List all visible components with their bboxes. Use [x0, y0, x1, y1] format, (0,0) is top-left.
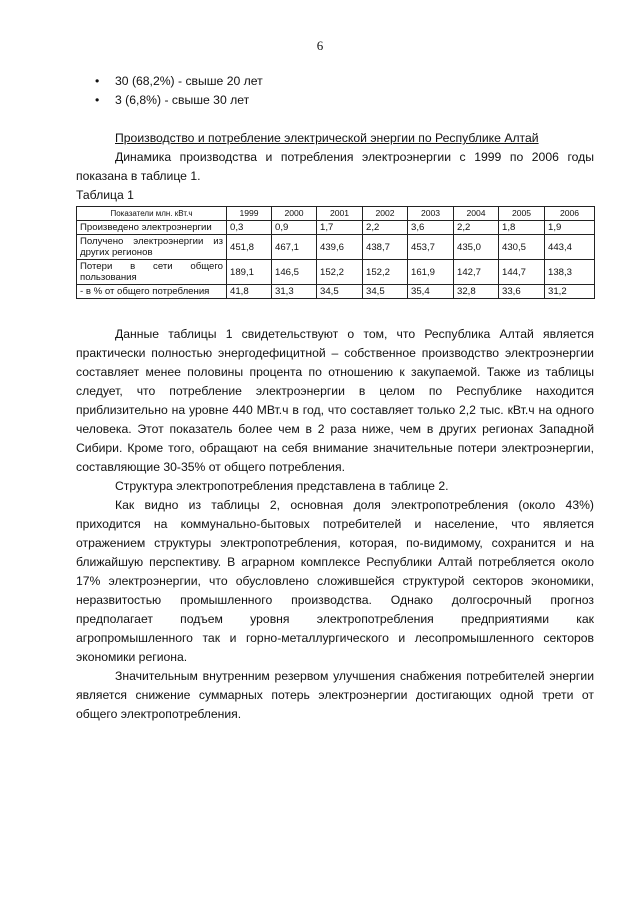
table-cell: 451,8	[227, 235, 272, 260]
table-row	[77, 285, 595, 299]
table-cell: 41,8	[227, 285, 272, 299]
year-header: 2003	[408, 207, 454, 221]
table-cell: 144,7	[499, 260, 545, 285]
table-row	[77, 235, 595, 260]
table-cell: 161,9	[408, 260, 454, 285]
table-cell: 0,3	[227, 221, 272, 235]
table-cell: 1,8	[499, 221, 545, 235]
table-cell: 33,6	[499, 285, 545, 299]
table-cell: 467,1	[272, 235, 317, 260]
document-body	[76, 72, 594, 724]
year-header: 1999	[227, 207, 272, 221]
table-cell: 34,5	[317, 285, 363, 299]
table-cell: 152,2	[317, 260, 363, 285]
table-cell: 443,4	[545, 235, 595, 260]
year-header: 2005	[499, 207, 545, 221]
body-paragraph: Значительным внутренним резервом улучшения снабжения потребителей энергии является снижение суммарных потерь электроэнергии достигающих одной трети от общего электропотребления.	[76, 669, 594, 721]
table-cell: 1,9	[545, 221, 595, 235]
table-cell: 1,7	[317, 221, 363, 235]
table-corner-header: Показатели млн. кВт.ч	[77, 207, 227, 221]
table-cell: 3,6	[408, 221, 454, 235]
bullet-item: • 3 (6,8%) - свыше 30 лет	[76, 91, 594, 110]
table-cell: 453,7	[408, 235, 454, 260]
spacer	[76, 299, 594, 325]
page-number: 6	[316, 38, 324, 53]
table-row	[77, 221, 595, 235]
table-cell: 438,7	[363, 235, 408, 260]
row-label: Произведено электроэнергии	[77, 221, 227, 235]
table-cell: 142,7	[454, 260, 499, 285]
table-cell: 32,8	[454, 285, 499, 299]
table-title: Таблица 1	[76, 188, 134, 202]
body-paragraph: Данные таблицы 1 свидетельствуют о том, что Республика Алтай является практически полностью энергодефицитной – собственное производство электроэнергии составляет менее половины процента по отношению к закупаемой. Также из таблицы следует, что потребление электроэнергии в целом по Республике находится приблизительно на уровне 440 МВт.ч в год, что составляет только 2,2 тыс. кВт.ч на одного человека. Этот показатель более чем в 2 раза ниже, чем в других регионах Западной Сибири. Кроме того, обращают на себя внимание значительные потери электроэнергии, составляющие 30-35% от общего потребления.	[76, 327, 594, 474]
year-header: 2002	[363, 207, 408, 221]
bullet-dot-icon: •	[95, 74, 100, 88]
section-heading: Производство и потребление электрической энергии по Республике Алтай	[115, 131, 539, 145]
table-cell: 31,3	[272, 285, 317, 299]
row-label: Получено электроэнергии из других регионов	[77, 235, 227, 260]
table-header-row	[77, 207, 595, 221]
table-cell: 2,2	[454, 221, 499, 235]
year-header: 2001	[317, 207, 363, 221]
table-cell: 35,4	[408, 285, 454, 299]
table-cell: 439,6	[317, 235, 363, 260]
table-cell: 152,2	[363, 260, 408, 285]
table-cell: 31,2	[545, 285, 595, 299]
intro-paragraph: Динамика производства и потребления электроэнергии с 1999 по 2006 годы показана в таблице 1.	[76, 150, 594, 183]
bullet-item: • 30 (68,2%) - свыше 20 лет	[76, 72, 594, 91]
body-paragraph: Как видно из таблицы 2, основная доля электропотребления (около 43%) приходится на коммунально-бытовых потребителей и население, что является отражением структуры электропотребления, которая, по-видимому, сохранится и на ближайшую перспективу. В аграрном комплексе Республики Алтай потребляется около 17% электроэнергии, что обусловлено сложившейся структурой секторов экономики, неразвитостью промышленного производства. Однако долгосрочный прогноз предполагает подъем уровня электропотребления предприятиями как агропромышленного так и горно-металлургического и лесопромышленного секторов экономики региона.	[76, 498, 594, 664]
table-cell: 435,0	[454, 235, 499, 260]
table-cell: 189,1	[227, 260, 272, 285]
table-row	[77, 260, 595, 285]
table-cell: 146,5	[272, 260, 317, 285]
row-label: Потери в сети общего пользования	[77, 260, 227, 285]
bullet-dot-icon: •	[95, 93, 100, 107]
table-cell: 34,5	[363, 285, 408, 299]
table-cell: 2,2	[363, 221, 408, 235]
table-cell: 430,5	[499, 235, 545, 260]
year-header: 2004	[454, 207, 499, 221]
year-header: 2006	[545, 207, 595, 221]
table-cell: 138,3	[545, 260, 595, 285]
year-header: 2000	[272, 207, 317, 221]
body-paragraph: Структура электропотребления представлена в таблице 2.	[115, 479, 449, 493]
row-label: - в % от общего потребления	[77, 285, 227, 299]
data-table-1	[76, 206, 595, 299]
bullet-list	[76, 72, 594, 110]
table-cell: 0,9	[272, 221, 317, 235]
